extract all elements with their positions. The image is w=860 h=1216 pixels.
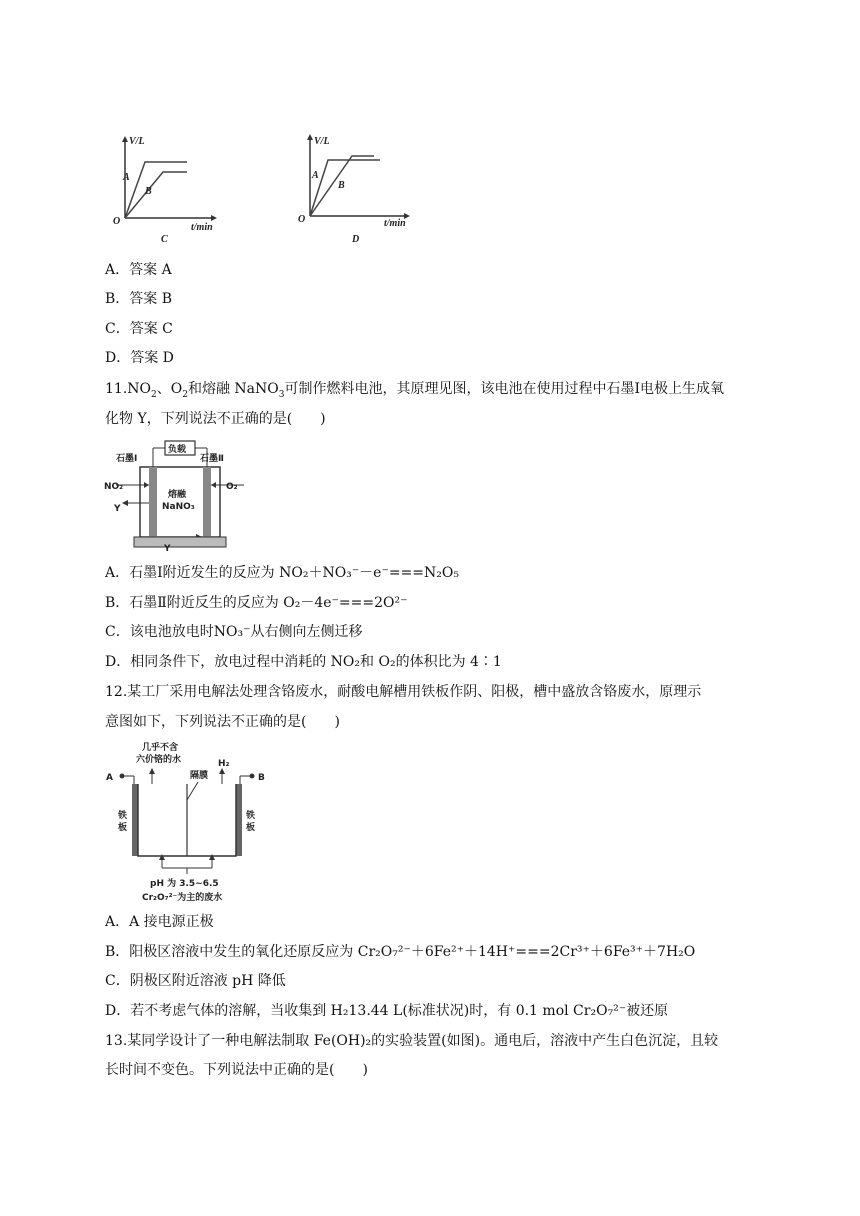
option-text: 该电池放电时NO₃⁻从右侧向左侧迁移 bbox=[129, 624, 363, 640]
graph-c-origin: O bbox=[113, 216, 121, 227]
option-letter: B． bbox=[105, 595, 130, 611]
graph-c-caption: C bbox=[161, 234, 168, 245]
option-text: 阴极区附近溶液 pH 降低 bbox=[129, 973, 286, 989]
option-letter: C． bbox=[105, 321, 130, 337]
electrolyte-label-2: NaNO₃ bbox=[162, 502, 195, 512]
option-letter: B． bbox=[105, 944, 130, 960]
inlet-o2-label: O₂ bbox=[226, 482, 238, 492]
option-letter: D． bbox=[105, 350, 131, 366]
load-label: 负载 bbox=[168, 445, 187, 455]
graph-c-line-b: B bbox=[145, 186, 152, 197]
q12-electrolysis-diagram bbox=[104, 740, 274, 904]
q12-option-d[interactable] bbox=[105, 1001, 668, 1021]
option-text: 石墨Ⅰ附近发生的反应为 NO₂＋NO₃⁻－e⁻===N₂O₅ bbox=[129, 565, 459, 581]
graph-c-line-a: A bbox=[123, 172, 130, 183]
option-text: 石墨Ⅱ附近反生的反应为 O₂－4e⁻===2O²⁻ bbox=[129, 595, 408, 611]
q11-fuel-cell-diagram bbox=[104, 437, 244, 553]
graph-d-y-label: V/L bbox=[314, 136, 330, 147]
q11-stem-line2: 化物 Y，下列说法不正确的是( ) bbox=[105, 411, 326, 427]
iron-plate-right-1: 铁 bbox=[246, 811, 256, 821]
graph-d-caption: D bbox=[352, 234, 360, 245]
q13-stem-line2: 长时间不变色。下列说法中正确的是( ) bbox=[105, 1062, 368, 1078]
graph-d-origin: O bbox=[298, 214, 306, 225]
option-text: A 接电源正极 bbox=[129, 914, 214, 930]
option-text: 答案 A bbox=[129, 262, 172, 278]
q11-stem-line1: $11.NO_2$、$O_2$和熔融 NaNO$_3$可制作燃料电池，其原理见图，该电池在使用过程中石墨Ⅰ电极上生成氧 bbox=[105, 381, 724, 400]
graph-d bbox=[290, 130, 420, 250]
option-text: 答案 C bbox=[129, 321, 173, 337]
inlet-no2-label: NO₂ bbox=[104, 482, 124, 492]
top-text-2: 六价铬的水 bbox=[136, 755, 182, 765]
bottom-text-1: pH 为 3.5~6.5 bbox=[150, 879, 219, 889]
q11-option-d[interactable] bbox=[105, 652, 502, 672]
q11-option-c[interactable] bbox=[105, 622, 362, 642]
iron-plate-left-2: 板 bbox=[118, 823, 128, 833]
q12-stem-line2: 意图如下，下列说法不正确的是( ) bbox=[105, 714, 340, 730]
electrolyte-label-1: 熔融 bbox=[168, 490, 187, 500]
q13-stem-line1: 13.某同学设计了一种电解法制取 Fe(OH)₂的实验装置(如图)。通电后，溶液中产生白色沉淀，且较 bbox=[105, 1033, 719, 1049]
graph-d-line-a: A bbox=[312, 170, 319, 181]
option-letter: A． bbox=[105, 914, 130, 930]
terminal-a-label: A bbox=[106, 773, 113, 783]
gas-h2-label: H₂ bbox=[218, 759, 230, 769]
q10-option-c[interactable] bbox=[105, 319, 173, 339]
graph-d-line-b: B bbox=[338, 180, 345, 191]
membrane-label: 隔膜 bbox=[190, 771, 209, 781]
option-letter: C． bbox=[105, 973, 130, 989]
top-text-1: 几乎不含 bbox=[142, 743, 179, 753]
electrode-1-label: 石墨Ⅰ bbox=[116, 454, 138, 464]
bottom-text-2: Cr₂O₇²⁻为主的废水 bbox=[142, 893, 223, 903]
q11-option-a[interactable] bbox=[105, 563, 459, 583]
q11-option-b[interactable] bbox=[105, 593, 408, 613]
option-text: 相同条件下，放电过程中消耗的 NO₂和 O₂的体积比为 4∶1 bbox=[130, 654, 502, 670]
option-letter: D． bbox=[105, 1003, 131, 1019]
q10-option-a[interactable] bbox=[105, 260, 172, 280]
option-text: 答案 B bbox=[129, 291, 173, 307]
iron-plate-left-1: 铁 bbox=[118, 811, 128, 821]
electrode-2-label: 石墨Ⅱ bbox=[200, 454, 224, 464]
outlet-y-left: Y bbox=[114, 504, 121, 514]
graph-c-x-label: t/min bbox=[191, 222, 213, 233]
graph-c bbox=[105, 130, 225, 250]
option-letter: A． bbox=[105, 262, 130, 278]
q10-option-b[interactable] bbox=[105, 289, 172, 309]
option-text: 答案 D bbox=[130, 350, 174, 366]
option-text: 阳极区溶液中发生的氧化还原反应为 Cr₂O₇²⁻＋6Fe²⁺＋14H⁺===2Cr³⁺＋6Fe³⁺＋7H₂O bbox=[129, 944, 696, 960]
option-text: 若不考虑气体的溶解，当收集到 H₂13.44 L(标准状况)时，有 0.1 mol Cr₂O₇²⁻被还原 bbox=[130, 1003, 669, 1019]
graph-d-x-label: t/min bbox=[384, 218, 406, 229]
outlet-y-bottom: Y bbox=[164, 544, 171, 553]
q12-option-b[interactable] bbox=[105, 942, 695, 962]
option-letter: D． bbox=[105, 654, 131, 670]
graph-c-y-label: V/L bbox=[129, 136, 145, 147]
option-letter: B． bbox=[105, 291, 130, 307]
option-letter: A． bbox=[105, 565, 130, 581]
q12-option-a[interactable] bbox=[105, 912, 214, 932]
q12-stem-line1: 12.某工厂采用电解法处理含铬废水，耐酸电解槽用铁板作阴、阳极，槽中盛放含铬废水，原理示 bbox=[105, 684, 702, 700]
option-letter: C． bbox=[105, 624, 130, 640]
iron-plate-right-2: 板 bbox=[246, 823, 256, 833]
terminal-b-label: B bbox=[258, 773, 265, 783]
q12-option-c[interactable] bbox=[105, 971, 286, 991]
q10-option-d[interactable] bbox=[105, 348, 174, 368]
